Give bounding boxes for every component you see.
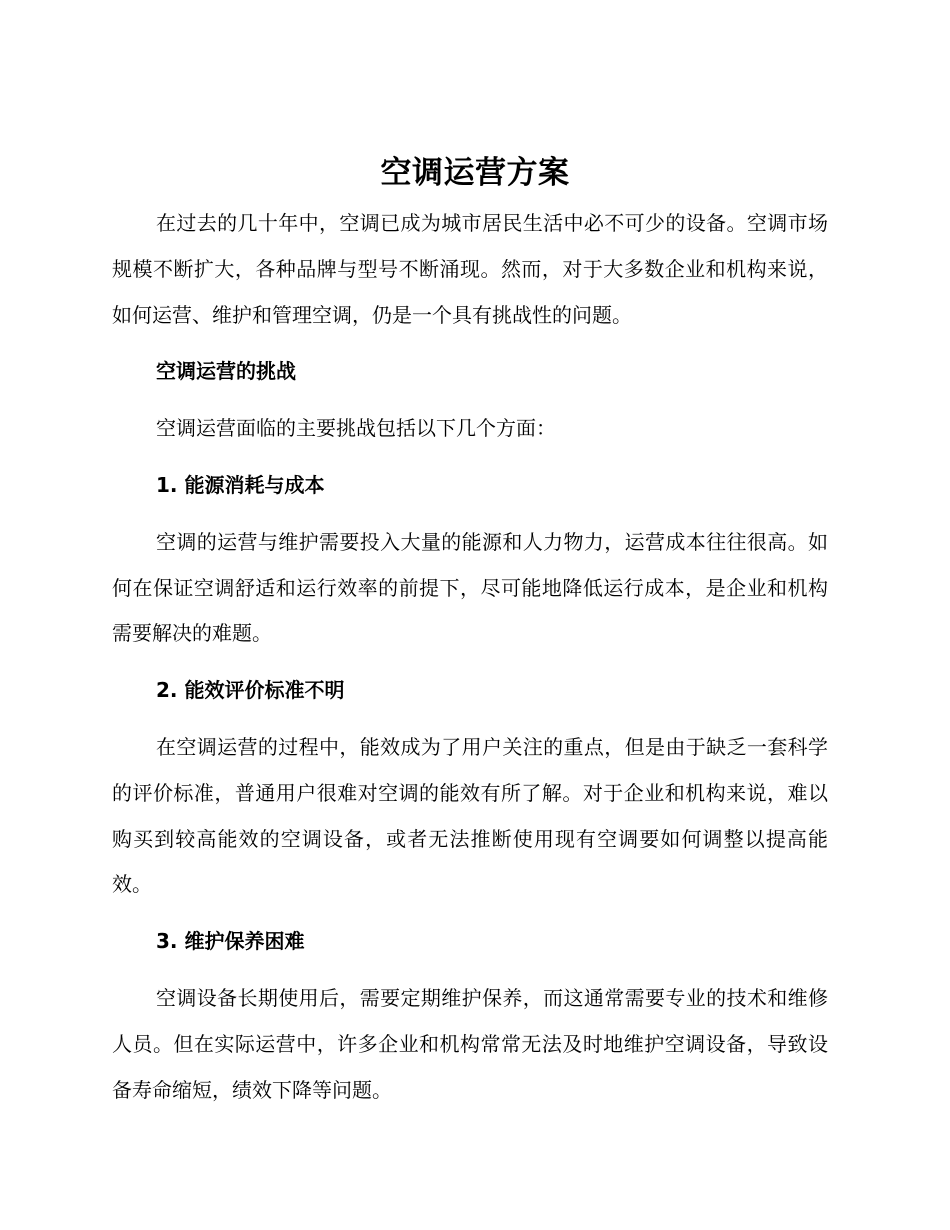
item-body-energy: 空调的运营与维护需要投入大量的能源和人力物力，运营成本往往很高。如何在保证空调舒适和运行效率的前提下，尽可能地降低运行成本，是企业和机构需要解决的难题。 (112, 529, 828, 646)
intro-paragraph: 在过去的几十年中，空调已成为城市居民生活中必不可少的设备。空调市场规模不断扩大，各种品牌与型号不断涌现。然而，对于大多数企业和机构来说，如何运营、维护和管理空调，仍是一个具有挑战性的问题。 (112, 211, 828, 327)
item-body-maintenance: 空调设备长期使用后，需要定期维护保养，而这通常需要专业的技术和维修人员。但在实际运营中，许多企业和机构常常无法及时地维护空调设备，导致设备寿命缩短，绩效下降等问题。 (112, 985, 828, 1102)
item-heading-energy: 1. 能源消耗与成本 (156, 472, 325, 497)
page-title: 空调运营方案 (380, 155, 570, 191)
section-heading: 空调运营的挑战 (156, 359, 296, 384)
item-heading-maintenance: 3. 维护保养困难 (156, 929, 305, 954)
item-heading-efficiency: 2. 能效评价标准不明 (156, 678, 345, 703)
document-body (112, 201, 828, 1113)
item-body-efficiency: 在空调运营的过程中，能效成为了用户关注的重点，但是由于缺乏一套科学的评价标准，普通用户很难对空调的能效有所了解。对于企业和机构来说，难以购买到较高能效的空调设备，或者无法推断使用现有空调要如何调整以提高能效。 (112, 734, 828, 897)
section-intro-paragraph: 空调运营面临的主要挑战包括以下几个方面： (156, 416, 556, 441)
